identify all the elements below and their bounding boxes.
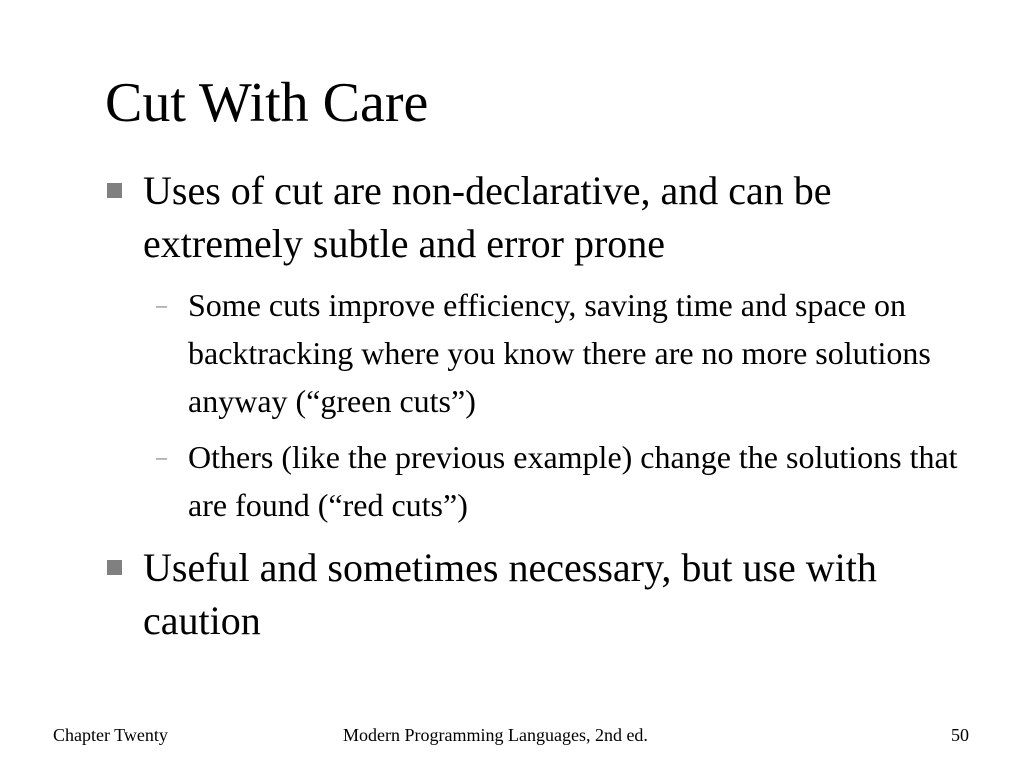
- bullet-item: [143, 541, 973, 647]
- sub-bullet-text: Others (like the previous example) change the solutions that are found (“red cuts”): [188, 439, 958, 523]
- bullet-item: [143, 164, 973, 270]
- dash-bullet-icon: –: [156, 444, 167, 469]
- footer-chapter: Chapter Twenty: [53, 725, 168, 745]
- square-bullet-icon: [107, 183, 122, 198]
- dash-bullet-icon: –: [156, 292, 167, 317]
- bullet-text: Uses of cut are non-declarative, and can be extremely subtle and error prone: [143, 168, 832, 266]
- slide-title: Cut With Care: [105, 72, 429, 134]
- sub-bullet-item: [156, 433, 968, 529]
- bullet-text: Useful and sometimes necessary, but use with caution: [143, 545, 877, 643]
- footer-book-title: Modern Programming Languages, 2nd ed.: [343, 725, 648, 745]
- sub-bullet-item: [156, 281, 968, 425]
- footer-page-number: 50: [951, 725, 969, 745]
- square-bullet-icon: [107, 560, 122, 575]
- sub-bullet-text: Some cuts improve efficiency, saving time and space on backtracking where you know there are no more solutions anyway (“green cuts”): [188, 287, 931, 419]
